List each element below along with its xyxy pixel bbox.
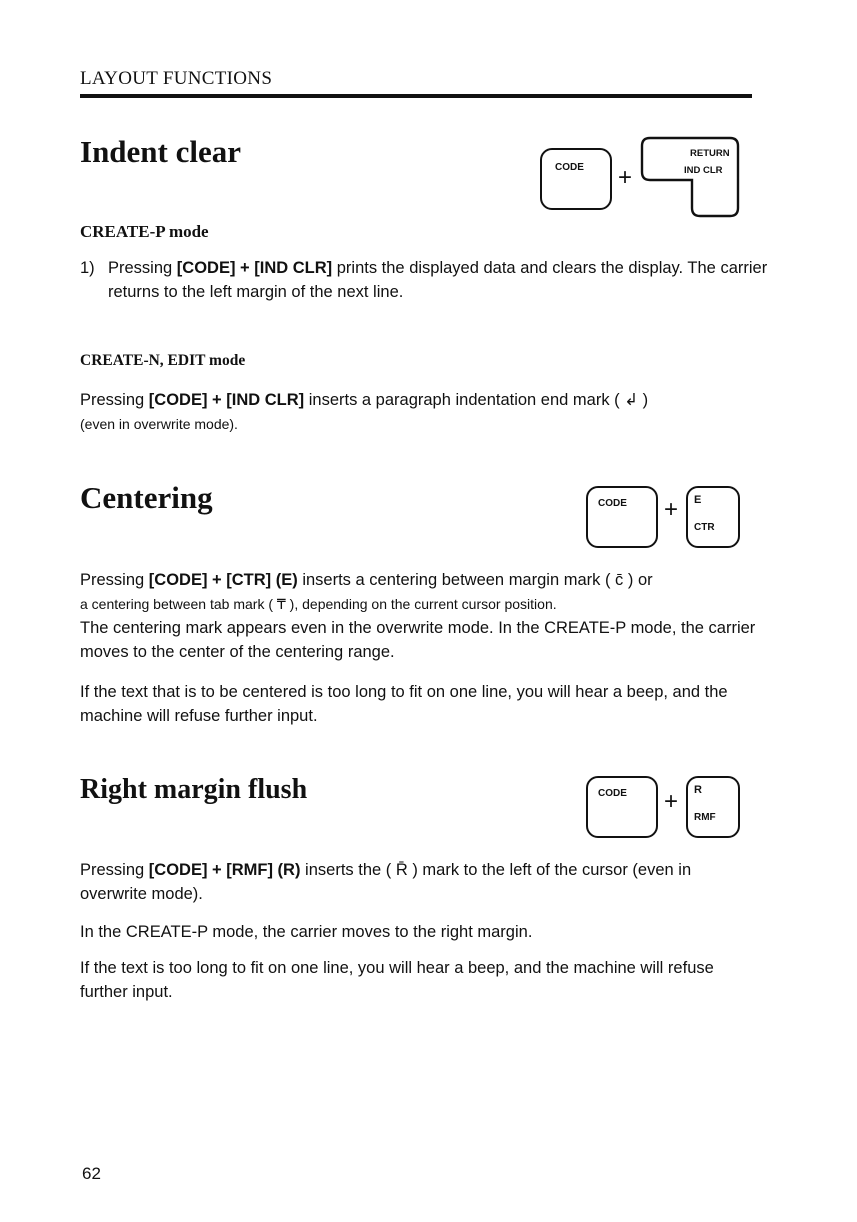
centering-paragraph-2: If the text that is to be centered is too long to fit on one line, you will hear a beep, and the machine will refuse further input. <box>80 683 728 725</box>
rmf-key-icon <box>686 776 740 838</box>
code-key-icon <box>586 486 658 548</box>
code-key-label: CODE <box>598 498 627 509</box>
rm-p1-text-post: inserts the ( R̄ ) mark to the left of the cursor (even in overwrite mode). <box>80 861 692 903</box>
p1-rest: The centering mark appears even in the overwrite mode. In the CREATE-P mode, the carrier moves to the center of the centering range. <box>80 619 756 661</box>
heading-centering: Centering <box>80 480 213 515</box>
indent-clear-paragraph <box>80 388 760 436</box>
return-key-top-label: RETURN <box>690 148 730 159</box>
rm-p1-text-pre: Pressing <box>80 861 149 879</box>
item-number: 1) <box>80 259 95 277</box>
right-margin-paragraph-1 <box>80 858 760 906</box>
plus-sign: + <box>664 788 679 815</box>
code-key-label: CODE <box>598 788 627 799</box>
return-key-bottom-label: IND CLR <box>684 165 723 176</box>
item-keys: [CODE] + [IND CLR] <box>176 259 333 277</box>
mode-create-n-edit: CREATE-N, EDIT mode <box>80 352 246 369</box>
para-line-2: (even in overwrite mode). <box>80 416 238 432</box>
indent-clear-item-1 <box>80 256 780 304</box>
right-margin-paragraph-2: In the CREATE-P mode, the carrier moves to the right margin. <box>80 923 533 941</box>
p1-text-pre: Pressing <box>80 571 149 589</box>
p1-keys: [CODE] + [CTR] (E) <box>148 571 298 589</box>
code-key-icon <box>540 148 612 210</box>
header-rule <box>80 94 752 98</box>
para-text-pre: Pressing <box>80 391 149 409</box>
p1-text-post: inserts a centering between margin mark ( c̄ ) or <box>297 571 653 589</box>
plus-sign: + <box>664 496 679 523</box>
plus-sign: + <box>618 164 633 191</box>
code-key-icon <box>586 776 658 838</box>
running-header: LAYOUT FUNCTIONS <box>80 68 273 89</box>
item-text-post: prints the displayed data and clears the display. The carrier returns to the left margin of the next line. <box>108 259 768 301</box>
item-text-pre: Pressing <box>108 259 177 277</box>
ctr-key-icon <box>686 486 740 548</box>
heading-indent-clear: Indent clear <box>80 134 242 169</box>
p1-line-2: a centering between tab mark ( ₸ ), depending on the current cursor position. <box>80 596 557 612</box>
ctr-key-bottom-label: CTR <box>694 522 715 533</box>
heading-right-margin-flush: Right margin flush <box>80 774 308 805</box>
rm-p1-keys: [CODE] + [RMF] (R) <box>148 861 301 879</box>
rmf-key-bottom-label: RMF <box>694 812 716 823</box>
code-key-label: CODE <box>555 162 584 173</box>
rmf-key-top-label: R <box>694 784 702 796</box>
right-margin-paragraph-3: If the text is too long to fit on one line, you will hear a beep, and the machine will refuse further input. <box>80 959 714 1001</box>
page-number: 62 <box>82 1164 101 1183</box>
mode-create-p: CREATE-P mode <box>80 222 209 241</box>
para-keys: [CODE] + [IND CLR] <box>148 391 305 409</box>
ctr-key-top-label: E <box>694 494 702 506</box>
centering-paragraph-1 <box>80 568 760 664</box>
para-text-post: inserts a paragraph indentation end mark ( ↲ ) <box>304 391 649 409</box>
